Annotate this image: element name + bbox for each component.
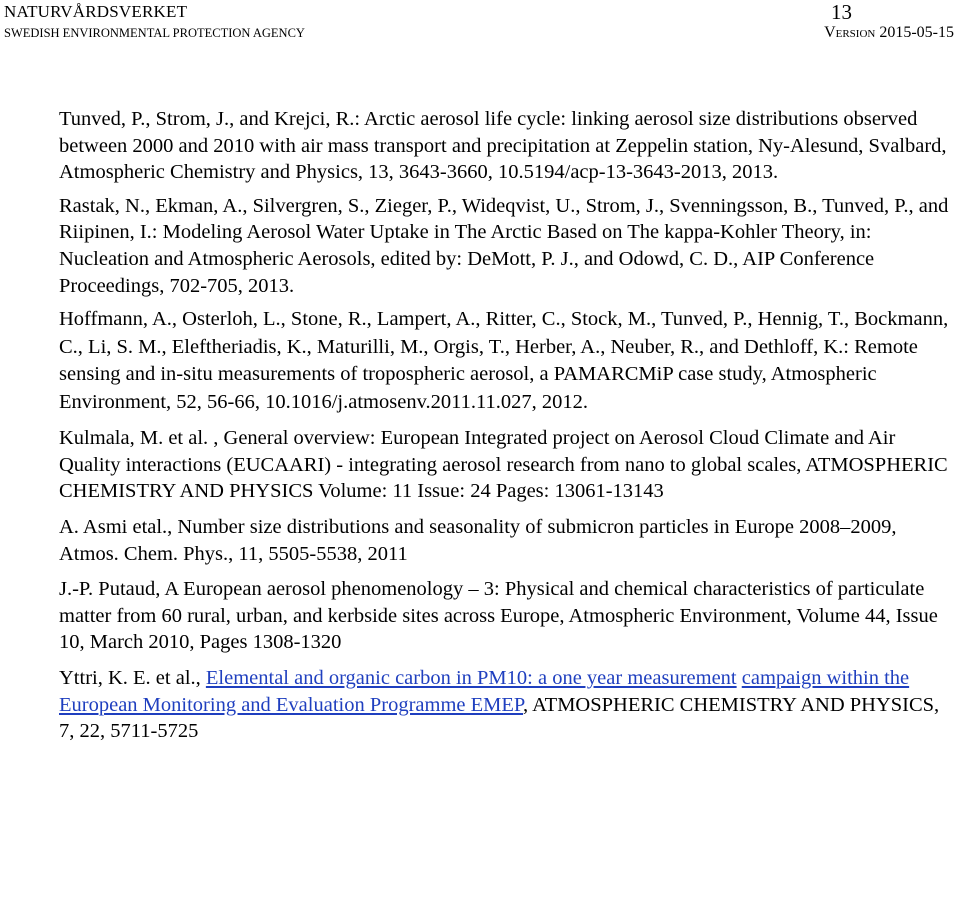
reference-rastak: Rastak, N., Ekman, A., Silvergren, S., Zieger, P., Wideqvist, U., Strom, J., Svenningsson, B., Tunved, P., and Riipinen, I.: Modeling Aerosol Water Uptake in The Arctic Based on The kappa-Kohler Theory, in: Nucleation and Atmospheric Aerosols, edited by: DeMott, P. J., and Odowd, C. D., AIP Conference Proceedings, 702-705, 2013.	[59, 194, 949, 297]
reference-list	[59, 106, 949, 745]
page-number: 13	[831, 0, 852, 24]
reference-kulmala: Kulmala, M. et al. , General overview: European Integrated project on Aerosol Cloud Climate and Air Quality interactions (EUCAARI) - integrating aerosol research from nano to global scales, ATMOSPHERIC CHEMISTRY AND PHYSICS Volume: 11 Issue: 24 Pages: 13061-13143	[59, 427, 948, 503]
reference-yttri-suffix: , ATMOSPHERIC CHEMISTRY AND PHYSICS, 7, 22, 5711-5725	[59, 693, 940, 743]
reference-yttri	[59, 665, 949, 745]
reference-putaud: J.-P. Putaud, A European aerosol phenomenology – 3: Physical and chemical characteristics of particulate matter from 60 rural, urban, and kerbside sites across Europe, Atmospheric Environment, Volume 44, Issue 10, March 2010, Pages 1308-1320	[59, 578, 938, 654]
version-label: Version 2015-05-15	[824, 24, 954, 41]
reference-asmi: A. Asmi etal., Number size distributions and seasonality of submicron particles in Europe 2008–2009, Atmos. Chem. Phys., 11, 5505-5538, 2011	[59, 515, 897, 565]
reference-link-1[interactable]: Elemental and organic carbon in PM10: a one year measurement	[205, 666, 737, 689]
reference-hoffmann: Hoffmann, A., Osterloh, L., Stone, R., Lampert, A., Ritter, C., Stock, M., Tunved, P., Hennig, T., Bockmann, C., Li, S. M., Eleftheriadis, K., Maturilli, M., Orgis, T., Herber, A., Neuber, R., and Dethloff, K.: Remote sensing and in-situ measurements of tropospheric aerosol, a PAMARCMiP case study, Atmospheric Environment, 52, 56-66, 10.1016/j.atmosenv.2011.11.027, 2012.	[59, 308, 949, 413]
reference-tunved: Tunved, P., Strom, J., and Krejci, R.: Arctic aerosol life cycle: linking aerosol size distributions observed between 2000 and 2010 with air mass transport and precipitation at Zeppelin station, Ny-Alesund, Svalbard, Atmospheric Chemistry and Physics, 13, 3643-3660, 10.5194/acp-13-3643-2013, 2013.	[59, 108, 947, 184]
agency-name: SWEDISH ENVIRONMENTAL PROTECTION AGENCY	[4, 26, 305, 40]
reference-yttri-prefix: Yttri, K. E. et al.,	[59, 666, 206, 689]
reference-link-2[interactable]: campaign within the European Monitoring and Evaluation Programme EMEP	[59, 666, 910, 716]
org-name: NATURVÅRDSVERKET	[4, 2, 188, 21]
